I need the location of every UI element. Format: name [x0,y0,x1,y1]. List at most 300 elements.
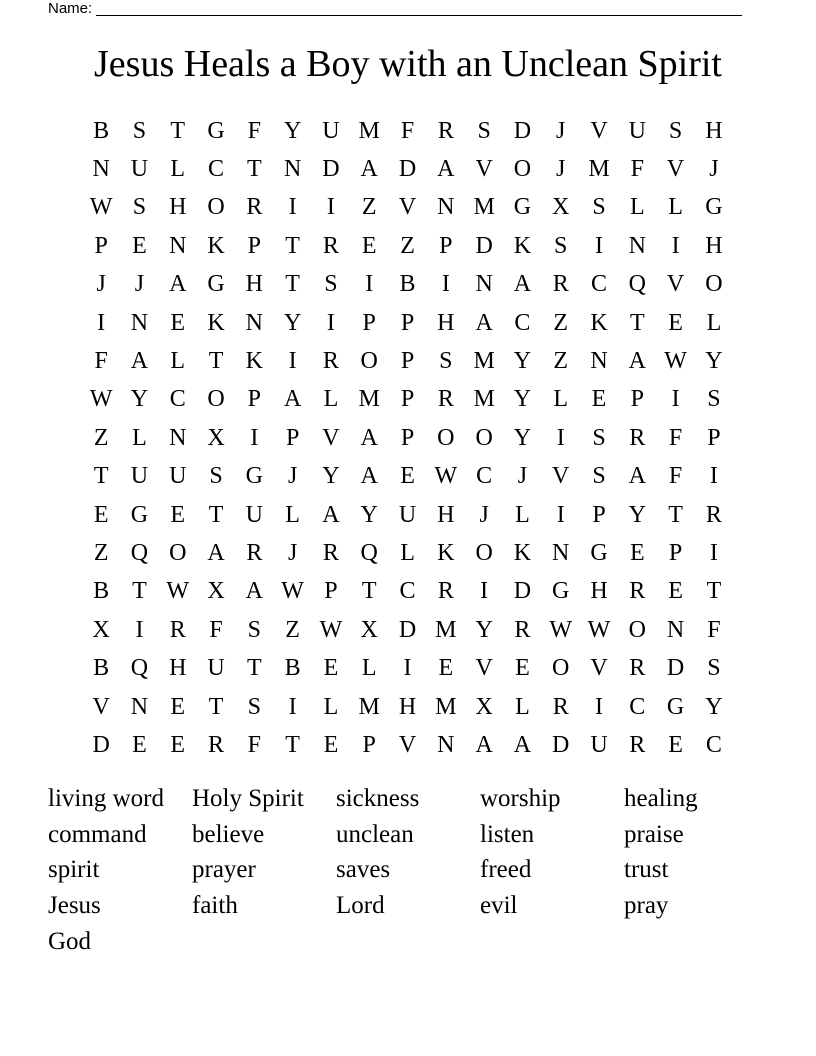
grid-letter: F [707,616,721,643]
grid-letter: T [285,271,300,298]
grid-letter: P [362,309,376,336]
grid-letter: B [93,655,110,682]
grid-letter: U [245,501,263,528]
grid-letter: Q [360,539,378,566]
grid-letter: L [668,194,683,221]
grid-letter: M [473,348,495,375]
grid-letter: Y [628,501,646,528]
grid-letter: N [552,539,570,566]
grid-letter: R [552,693,569,720]
grid-letter: S [324,271,338,298]
grid-letter: S [554,232,568,259]
grid-letter: K [513,539,532,566]
grid-letter: G [552,578,570,605]
grid-letter: P [400,348,415,375]
word-list-item: spirit [48,856,100,884]
grid-letter: S [209,463,223,490]
grid-letter: L [323,693,339,720]
grid-letter: S [247,616,262,643]
grid-letter: G [130,501,149,528]
grid-letter: P [400,424,415,451]
grid-letter: E [170,693,186,720]
grid-letter: R [208,731,225,758]
grid-letter: A [513,731,532,758]
grid-letter: P [400,386,415,413]
grid-letter: W [549,616,573,643]
grid-letter: F [400,117,415,144]
grid-letter: B [284,655,301,682]
grid-letter: S [668,117,683,144]
grid-letter: L [515,501,530,528]
grid-letter: O [475,539,493,566]
grid-letter: V [552,463,570,490]
grid-letter: O [360,348,378,375]
grid-letter: F [209,616,223,643]
grid-letter: E [132,232,147,259]
grid-letter: A [360,424,378,451]
grid-letter: L [170,156,186,183]
grid-letter: U [628,117,646,144]
grid-letter: J [709,156,719,183]
grid-letter: R [437,386,454,413]
grid-letter: R [629,424,646,451]
grid-letter: T [285,232,300,259]
grid-letter: V [398,731,417,758]
grid-letter: H [169,194,187,221]
grid-letter: J [556,156,566,183]
name-label: Name: [48,0,93,17]
word-list-item: pray [624,892,669,920]
grid-letter: X [207,424,225,451]
grid-letter: I [709,539,718,566]
grid-letter: L [706,309,722,336]
grid-letter: Y [705,348,723,375]
grid-letter: P [707,424,721,451]
grid-letter: T [706,578,722,605]
grid-letter: M [435,616,457,643]
grid-letter: V [475,156,493,183]
grid-letter: L [323,386,339,413]
grid-letter: A [628,463,646,490]
grid-letter: Z [553,309,569,336]
grid-letter: P [630,386,644,413]
grid-letter: F [247,117,262,144]
grid-letter: M [358,386,380,413]
grid-letter: I [595,693,603,720]
grid-letter: A [437,156,455,183]
grid-letter: O [207,194,225,221]
grid-letter: D [513,578,532,605]
grid-letter: Z [553,348,569,375]
grid-letter: T [132,578,147,605]
grid-letter: X [92,616,110,643]
grid-letter: J [96,271,106,298]
grid-letter: P [439,232,453,259]
grid-letter: K [245,348,263,375]
grid-letter: A [130,348,149,375]
grid-letter: L [285,501,300,528]
grid-letter: D [552,731,570,758]
grid-letter: E [170,501,186,528]
grid-letter: O [705,271,723,298]
grid-letter: A [207,539,225,566]
grid-letter: M [358,117,380,144]
word-list-item: freed [480,856,532,884]
grid-letter: S [592,194,606,221]
grid-letter: A [322,501,340,528]
grid-letter: Y [283,117,302,144]
grid-letter: W [319,616,343,643]
grid-letter: I [288,348,297,375]
grid-letter: A [628,348,646,375]
grid-letter: A [245,578,263,605]
grid-letter: G [513,194,532,221]
grid-letter: D [475,232,493,259]
grid-letter: W [587,616,611,643]
grid-letter: G [666,693,685,720]
grid-letter: N [590,348,608,375]
grid-letter: X [360,616,378,643]
grid-letter: N [169,424,187,451]
grid-letter: S [132,194,147,221]
grid-letter: I [135,616,144,643]
grid-letter: I [326,309,335,336]
grid-letter: I [671,386,680,413]
grid-letter: T [170,117,186,144]
grid-letter: F [94,348,108,375]
grid-letter: D [398,156,417,183]
grid-letter: W [89,386,113,413]
grid-letter: U [590,731,608,758]
grid-letter: D [92,731,110,758]
grid-letter: Y [360,501,378,528]
grid-letter: N [437,731,455,758]
grid-letter: K [207,309,225,336]
grid-letter: W [89,194,113,221]
grid-letter: A [513,271,532,298]
grid-letter: K [207,232,225,259]
grid-letter: O [628,616,646,643]
grid-letter: H [705,117,723,144]
grid-letter: U [207,655,225,682]
grid-letter: Q [130,655,149,682]
grid-letter: G [705,194,723,221]
grid-letter: A [360,156,378,183]
grid-letter: Z [400,232,415,259]
grid-letter: T [285,731,300,758]
grid-letter: Y [130,386,149,413]
grid-letter: W [166,578,190,605]
grid-letter: U [130,156,149,183]
grid-letter: U [169,463,187,490]
grid-letter: R [322,348,339,375]
grid-letter: D [398,616,417,643]
grid-letter: E [668,578,683,605]
grid-letter: N [130,693,149,720]
grid-letter: J [517,463,528,490]
word-list-item: unclean [336,820,414,848]
grid-letter: R [246,194,263,221]
grid-letter: S [707,655,721,682]
grid-letter: R [552,271,569,298]
grid-letter: T [361,578,377,605]
grid-letter: A [475,309,493,336]
grid-letter: M [473,194,495,221]
grid-letter: E [170,309,186,336]
grid-letter: M [473,386,495,413]
grid-letter: C [399,578,416,605]
name-field [48,0,742,20]
grid-letter: K [590,309,608,336]
grid-letter: E [515,655,530,682]
grid-letter: H [398,693,417,720]
grid-letter: R [322,539,339,566]
grid-letter: I [556,501,565,528]
grid-letter: Z [93,424,109,451]
grid-letter: E [170,731,186,758]
grid-letter: H [437,501,455,528]
grid-letter: P [400,309,415,336]
grid-letter: T [247,655,262,682]
grid-letter: C [705,731,722,758]
grid-letter: A [283,386,302,413]
grid-letter: O [475,424,493,451]
word-list-item: praise [624,820,684,848]
grid-letter: O [169,539,187,566]
grid-letter: P [324,578,338,605]
grid-letter: E [438,655,454,682]
grid-letter: Y [283,309,302,336]
grid-letter: E [323,655,339,682]
grid-letter: C [208,156,225,183]
grid-letter: T [668,501,683,528]
grid-letter: A [169,271,187,298]
grid-letter: S [707,386,721,413]
grid-letter: U [130,463,149,490]
grid-letter: I [441,271,450,298]
word-list-item: God [48,927,92,955]
grid-letter: R [437,117,454,144]
grid-letter: E [591,386,607,413]
grid-letter: Q [628,271,646,298]
grid-letter: S [132,117,147,144]
grid-letter: L [361,655,377,682]
grid-letter: C [591,271,608,298]
grid-letter: T [629,309,645,336]
grid-letter: I [97,309,106,336]
word-list-item: living word [48,785,164,812]
grid-letter: Z [93,539,109,566]
grid-letter: N [628,232,646,259]
grid-letter: O [513,156,532,183]
grid-letter: T [208,693,224,720]
grid-letter: E [323,731,339,758]
grid-letter: O [437,424,455,451]
grid-letter: E [668,731,683,758]
grid-letter: E [668,309,683,336]
grid-letter: L [132,424,147,451]
grid-letter: Q [130,539,149,566]
grid-letter: T [208,501,224,528]
grid-letter: Z [361,194,377,221]
grid-letter: R [514,616,531,643]
grid-letter: K [437,539,455,566]
grid-letter: G [207,271,225,298]
grid-letter: I [365,271,374,298]
grid-letter: V [590,655,608,682]
grid-letter: R [705,501,722,528]
grid-letter: R [629,731,646,758]
grid-letter: J [287,463,298,490]
grid-letter: N [245,309,263,336]
grid-letter: A [475,731,493,758]
grid-letter: N [92,156,110,183]
grid-letter: J [287,539,298,566]
grid-letter: V [92,693,110,720]
grid-letter: O [552,655,570,682]
grid-letter: O [207,386,225,413]
page-title: Jesus Heals a Boy with an Unclean Spirit [94,43,722,85]
grid-letter: V [666,156,685,183]
grid-letter: J [556,117,566,144]
word-list-item: sickness [336,785,420,812]
grid-letter: I [326,194,335,221]
grid-letter: G [245,463,263,490]
grid-letter: J [479,501,489,528]
grid-letter: H [437,309,455,336]
grid-letter: F [247,731,262,758]
grid-letter: I [671,232,680,259]
grid-letter: Y [513,386,532,413]
grid-letter: R [437,578,454,605]
grid-letter: P [285,424,300,451]
grid-letter: I [403,655,412,682]
grid-letter: R [169,616,186,643]
grid-letter: P [592,501,606,528]
grid-letter: B [93,578,110,605]
grid-letter: M [435,693,457,720]
grid-letter: D [666,655,685,682]
grid-letter: R [629,655,646,682]
grid-letter: V [398,194,417,221]
grid-letter: Y [513,348,532,375]
grid-letter: Y [513,424,532,451]
grid-letter: U [398,501,417,528]
grid-letter: S [247,693,262,720]
grid-letter: W [664,348,687,375]
word-list-item: Jesus [48,892,101,920]
grid-letter: H [705,232,723,259]
grid-letter: P [247,232,262,259]
grid-letter: N [666,616,685,643]
grid-letter: I [595,232,603,259]
grid-letter: W [281,578,304,605]
word-list-item: listen [480,820,535,848]
grid-letter: I [288,693,297,720]
grid-letter: S [592,424,606,451]
grid-letter: X [552,194,570,221]
grid-letter: D [513,117,532,144]
word-list [48,781,768,959]
grid-letter: I [480,578,489,605]
word-list-item: worship [480,785,561,812]
word-list-item: faith [192,892,238,920]
letter-grid [82,112,734,765]
grid-letter: M [588,156,610,183]
grid-letter: I [709,463,718,490]
grid-letter: E [629,539,645,566]
grid-letter: P [668,539,683,566]
grid-letter: Y [705,693,723,720]
grid-letter: M [358,693,380,720]
grid-letter: P [362,731,376,758]
grid-letter: K [513,232,532,259]
word-list-item: command [48,820,147,848]
grid-letter: L [553,386,569,413]
grid-letter: I [288,194,297,221]
grid-letter: J [134,271,145,298]
grid-letter: V [590,117,608,144]
grid-letter: V [666,271,685,298]
grid-letter: G [590,539,608,566]
grid-letter: R [246,539,263,566]
word-list-item: healing [624,785,698,812]
grid-letter: N [437,194,455,221]
grid-letter: V [475,655,493,682]
grid-letter: H [169,655,187,682]
grid-letter: V [322,424,340,451]
grid-letter: S [439,348,453,375]
grid-letter: L [400,539,415,566]
grid-letter: H [245,271,263,298]
grid-letter: Y [475,616,493,643]
grid-letter: C [476,463,493,490]
grid-letter: C [169,386,186,413]
word-list-item: saves [336,856,391,884]
word-list-item: prayer [192,856,256,884]
grid-letter: S [477,117,491,144]
grid-letter: L [170,348,186,375]
grid-letter: F [630,156,644,183]
grid-letter: W [434,463,458,490]
grid-letter: A [360,463,378,490]
grid-letter: X [475,693,493,720]
grid-letter: F [668,424,683,451]
grid-letter: Y [322,463,340,490]
grid-letter: N [475,271,493,298]
grid-letter: H [590,578,608,605]
grid-letter: T [208,348,224,375]
grid-letter: B [93,117,110,144]
grid-letter: N [169,232,187,259]
grid-letter: L [629,194,645,221]
grid-letter: R [322,232,339,259]
word-list-item: Lord [336,892,385,920]
grid-letter: L [515,693,530,720]
grid-letter: R [629,578,646,605]
word-list-item: Holy Spirit [192,785,304,812]
grid-letter: C [514,309,531,336]
grid-letter: U [322,117,340,144]
grid-letter: Z [285,616,300,643]
grid-letter: T [247,156,262,183]
grid-letter: T [93,463,109,490]
grid-letter: I [556,424,565,451]
grid-letter: P [247,386,262,413]
grid-letter: N [130,309,149,336]
grid-letter: E [93,501,109,528]
name-underline [96,0,742,16]
